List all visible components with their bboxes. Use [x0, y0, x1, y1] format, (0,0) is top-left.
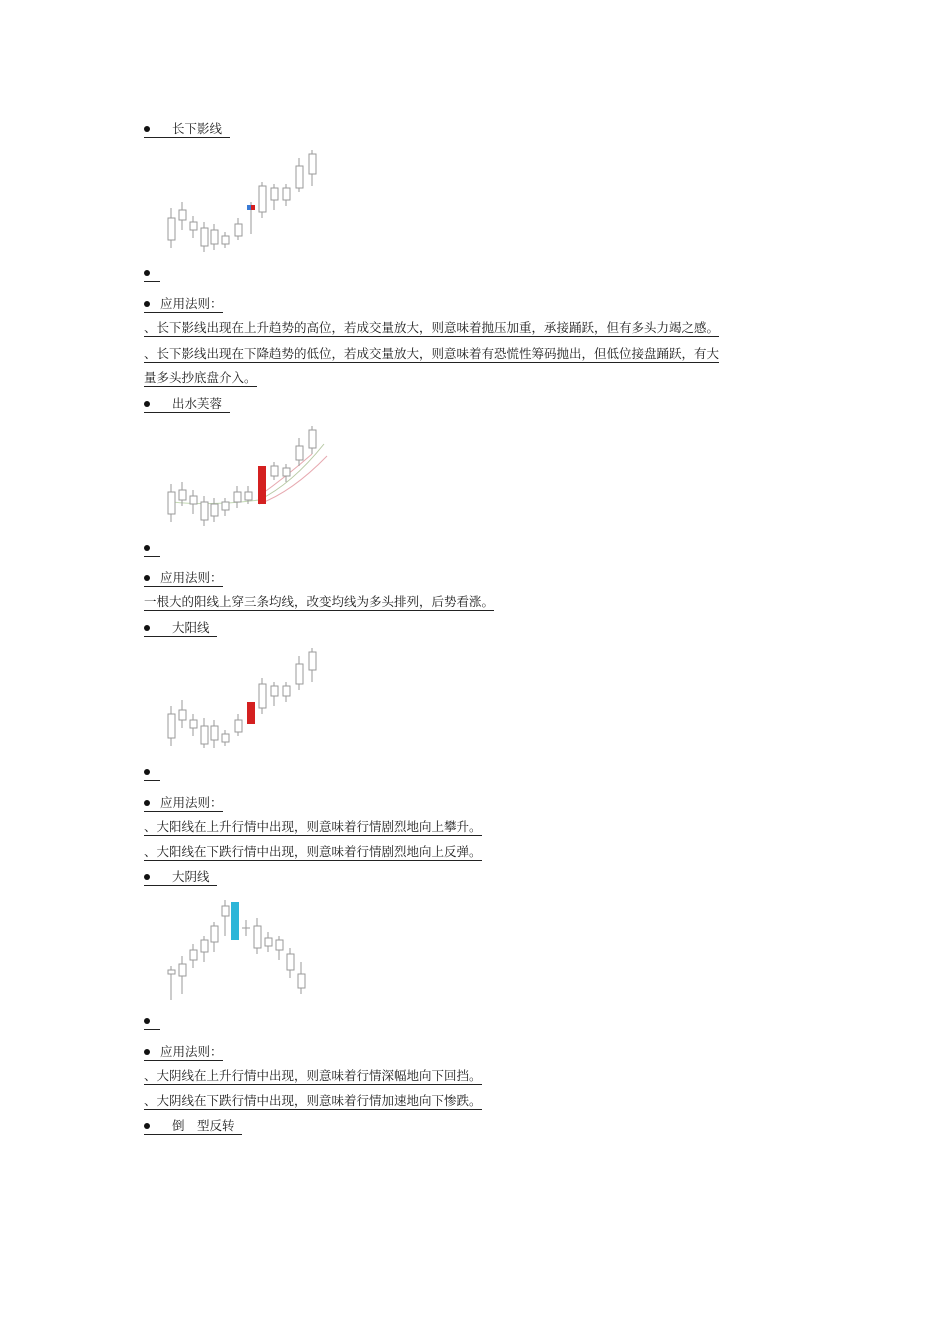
- rule-label-4: 应用法则：: [144, 1044, 223, 1060]
- candlestick-image-big-yin: [162, 896, 332, 1008]
- rule-text: 一根大的阳线上穿三条均线，改变均线为多头排列，后势看涨。: [144, 594, 495, 609]
- section-heading-long-lower-shadow: 长下影线: [144, 121, 230, 137]
- bullet-icon: [144, 625, 150, 631]
- rule-text: 、长下影线出现在上升趋势的高位，若成交量放大，则意味着抛压加重，承接踊跃，但有多头力竭之感。: [144, 320, 720, 335]
- bullet-icon: [144, 575, 150, 581]
- bullet-icon: [144, 401, 150, 407]
- empty-bullet-2: [144, 540, 160, 556]
- highlight-candle-red: [251, 205, 255, 210]
- rule-label-1: 应用法则：: [144, 296, 223, 312]
- highlight-candle-blue: [247, 205, 251, 210]
- rule-text: 、大阴线在下跌行情中出现，则意味着行情加速地向下惨跌。: [144, 1093, 482, 1108]
- bullet-icon: [144, 270, 150, 276]
- rule-text: 量多头抄底盘介入。: [144, 370, 257, 385]
- bullet-icon: [144, 301, 150, 307]
- section-heading-big-yang: 大阳线: [144, 620, 217, 636]
- bullet-icon: [144, 1049, 150, 1055]
- section-heading-lotus: 出水芙蓉: [144, 396, 230, 412]
- bullet-icon: [144, 545, 150, 551]
- section-heading-reversal: 倒 型反转: [144, 1118, 242, 1134]
- empty-bullet-1: [144, 265, 160, 281]
- candlestick-image-long-lower-shadow: [162, 148, 332, 262]
- candlestick-image-big-yang: [162, 648, 332, 756]
- rule-label-3: 应用法则：: [144, 795, 223, 811]
- rule-text: 、大阳线在下跌行情中出现，则意味着行情剧烈地向上反弹。: [144, 844, 482, 859]
- empty-bullet-4: [144, 1013, 160, 1029]
- bullet-icon: [144, 1018, 150, 1024]
- bullet-icon: [144, 800, 150, 806]
- highlight-candle-cyan: [231, 902, 239, 940]
- bullet-icon: [144, 1123, 150, 1129]
- section-heading-big-yin: 大阴线: [144, 869, 217, 885]
- bullet-icon: [144, 874, 150, 880]
- candlestick-image-lotus: [162, 424, 332, 534]
- highlight-candle-red: [258, 466, 266, 504]
- rule-text: 、长下影线出现在下降趋势的低位，若成交量放大，则意味着有恐慌性筹码抛出，但低位接盘踊跃，有大: [144, 346, 720, 361]
- rule-text: 、大阴线在上升行情中出现，则意味着行情深幅地向下回挡。: [144, 1068, 482, 1083]
- bullet-icon: [144, 126, 150, 132]
- bullet-icon: [144, 769, 150, 775]
- rule-label-2: 应用法则：: [144, 570, 223, 586]
- rule-text: 、大阳线在上升行情中出现，则意味着行情剧烈地向上攀升。: [144, 819, 482, 834]
- highlight-candle-red: [247, 702, 255, 724]
- empty-bullet-3: [144, 764, 160, 780]
